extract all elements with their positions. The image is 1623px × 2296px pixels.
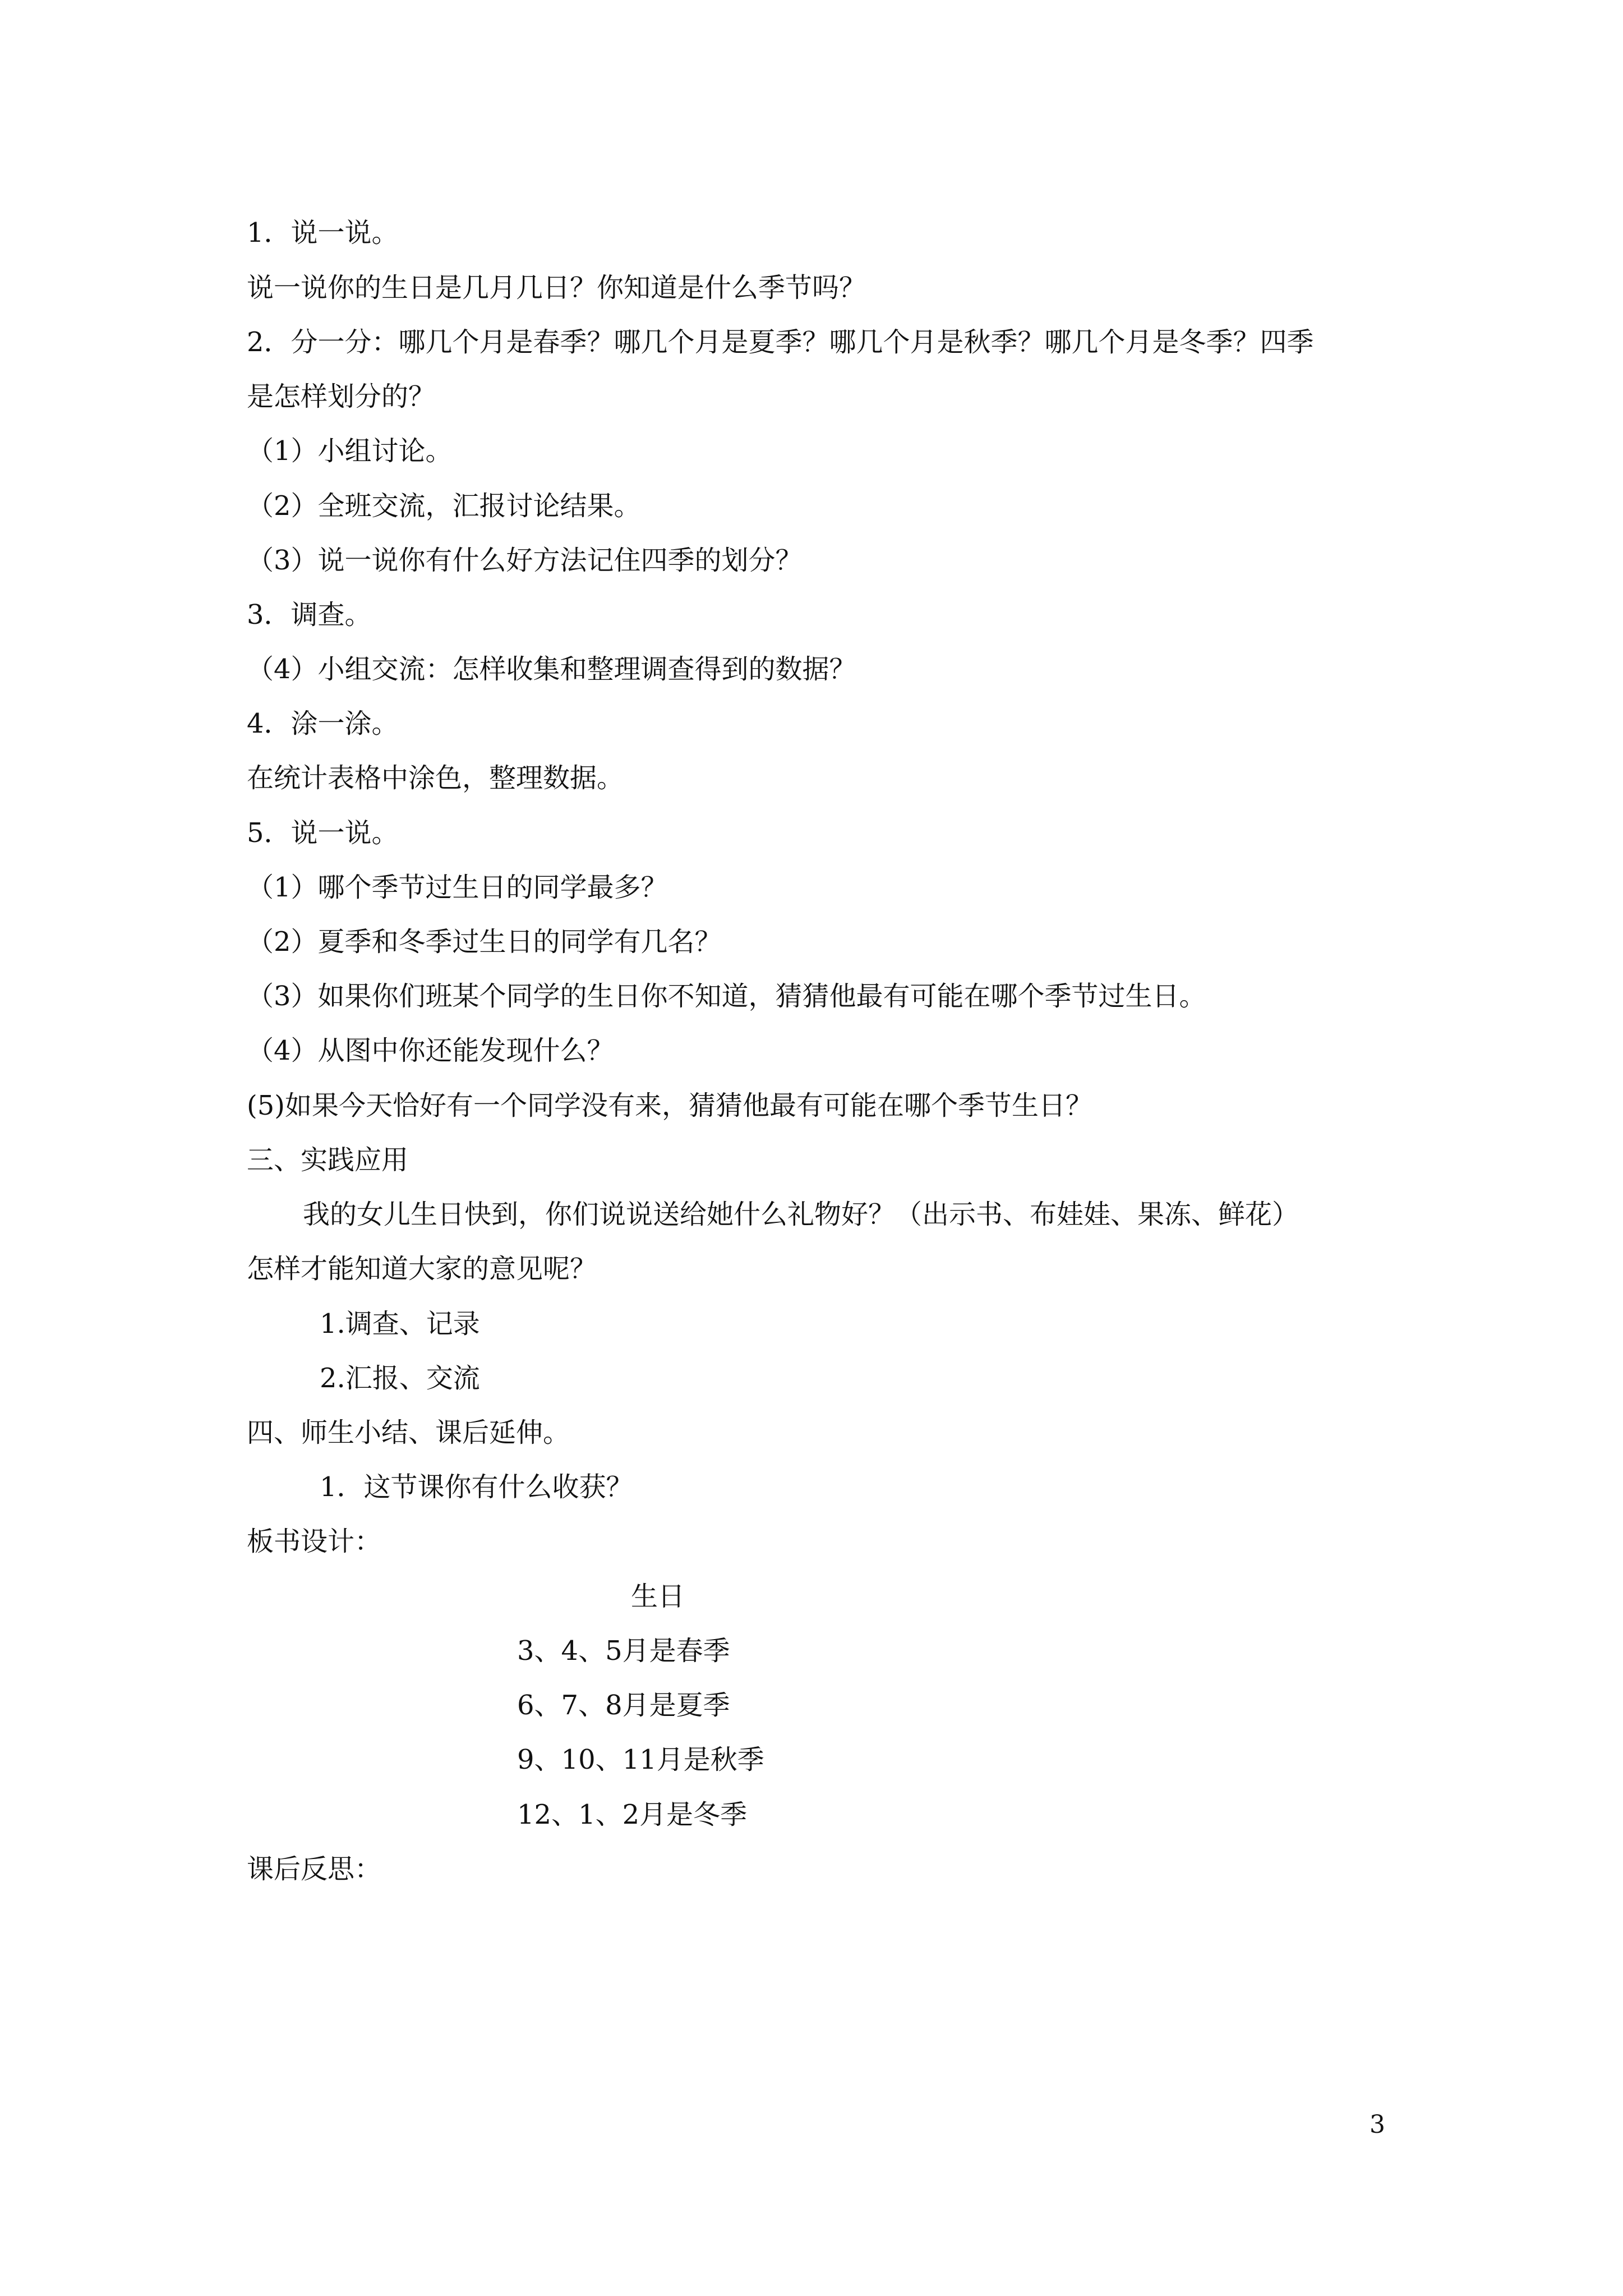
list-item: （3）如果你们班某个同学的生日你不知道，猜猜他最有可能在哪个季节过生日。 xyxy=(247,981,1206,1012)
section-heading-4: 4．涂一涂。 xyxy=(247,708,399,739)
section-heading-2: 2．分一分：哪几个月是春季？哪几个月是夏季？哪几个月是秋季？哪几个月是冬季？四季 xyxy=(247,326,1314,358)
section-heading-3: 3．调查。 xyxy=(247,599,372,631)
list-item: (5)如果今天恰好有一个同学没有来，猜猜他最有可能在哪个季节生日？ xyxy=(247,1090,1092,1121)
body-text: 在统计表格中涂色，整理数据。 xyxy=(247,762,624,794)
body-text: 我的女儿生日快到，你们说说送给她什么礼物好？（出示书、布娃娃、果冻、鲜花） xyxy=(303,1199,1299,1230)
list-item: 2.汇报、交流 xyxy=(320,1363,480,1394)
board-design-heading: 板书设计： xyxy=(247,1526,382,1557)
board-line: 12、1、2月是冬季 xyxy=(517,1799,748,1830)
board-line: 3、4、5月是春季 xyxy=(517,1635,730,1667)
board-line: 6、7、8月是夏季 xyxy=(517,1690,730,1721)
body-text: 是怎样划分的？ xyxy=(247,381,436,412)
body-text: 说一说你的生日是几月几日？你知道是什么季节吗？ xyxy=(247,272,866,303)
page-number: 3 xyxy=(1370,2110,1385,2139)
list-item: （1）哪个季节过生日的同学最多？ xyxy=(247,872,668,903)
section-heading-practice: 三、实践应用 xyxy=(247,1144,409,1176)
board-title: 生日 xyxy=(631,1581,685,1612)
section-heading-1: 1．说一说。 xyxy=(247,217,399,249)
reflection-heading: 课后反思： xyxy=(247,1853,382,1885)
board-line: 9、10、11月是秋季 xyxy=(517,1744,764,1775)
list-item: 1.调查、记录 xyxy=(320,1308,480,1340)
list-item: （2）全班交流，汇报讨论结果。 xyxy=(247,490,641,522)
list-item: 1．这节课你有什么收获？ xyxy=(320,1471,633,1503)
list-item: （3）说一说你有什么好方法记住四季的划分？ xyxy=(247,545,803,576)
body-text: 怎样才能知道大家的意见呢？ xyxy=(247,1253,597,1285)
list-item: （2）夏季和冬季过生日的同学有几名？ xyxy=(247,926,722,958)
section-heading-5: 5．说一说。 xyxy=(247,817,399,849)
list-item: （4）小组交流：怎样收集和整理调查得到的数据？ xyxy=(247,654,856,685)
section-heading-summary: 四、师生小结、课后延伸。 xyxy=(247,1417,570,1448)
list-item: （4）从图中你还能发现什么？ xyxy=(247,1035,614,1066)
list-item: （1）小组讨论。 xyxy=(247,435,453,467)
